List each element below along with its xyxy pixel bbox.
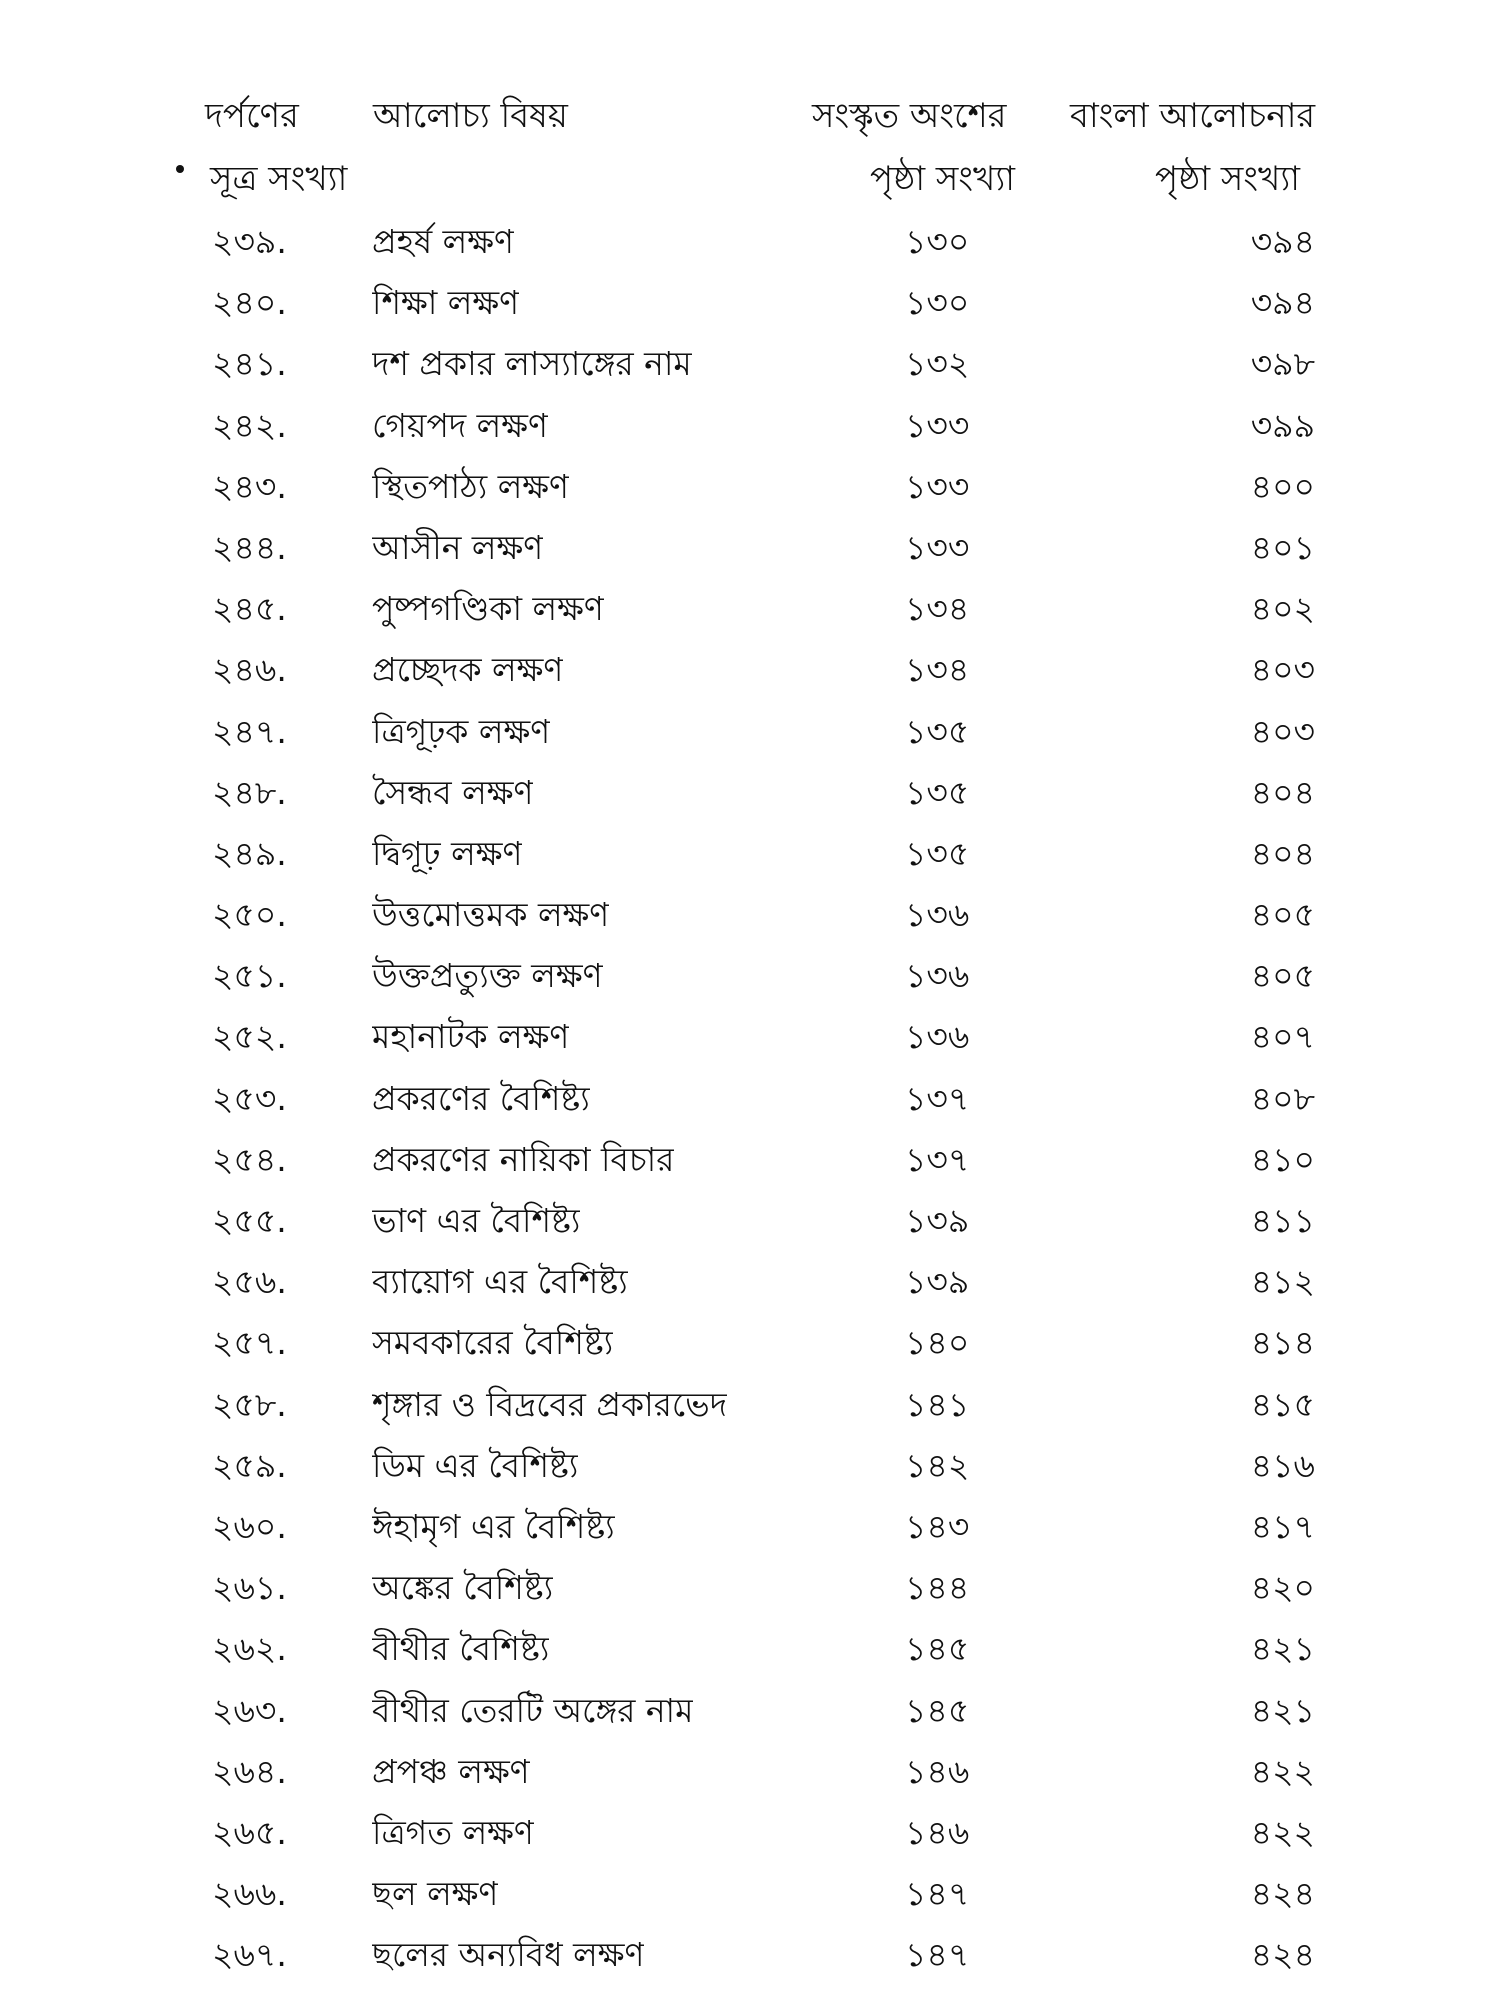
sanskrit-page-number: ১৩৩: [905, 527, 970, 567]
bangla-page-number: ৪০৫: [1250, 895, 1315, 935]
sutra-number: ২৬৩.: [212, 1690, 287, 1730]
sutra-number: ২৫০.: [212, 895, 287, 935]
topic-title: ছল লক্ষণ: [372, 1874, 499, 1914]
toc-row: [0, 1625, 1500, 1686]
sutra-number: ২৫৫.: [212, 1201, 287, 1240]
topic-title: ডিম এর বৈশিষ্ট্য: [372, 1445, 579, 1485]
bangla-page-number: ৩৯৯: [1250, 405, 1315, 445]
topic-title: শিক্ষা লক্ষণ: [372, 283, 520, 323]
bangla-page-number: ৪১১: [1250, 1201, 1315, 1240]
topic-title: বীথীর তেরটি অঙ্গের নাম: [372, 1690, 694, 1730]
sanskrit-page-number: ১৩২: [905, 344, 970, 384]
sanskrit-page-number: ১৪০: [905, 1323, 970, 1363]
sutra-number: ২৫২.: [212, 1017, 287, 1057]
bangla-page-number: ৪২২: [1250, 1812, 1315, 1852]
sanskrit-page-number: ১৩৫: [905, 833, 970, 873]
sanskrit-page-number: ১৩৫: [905, 772, 970, 812]
sutra-number: ২৫৩.: [212, 1078, 287, 1118]
bangla-page-number: ৪১৫: [1250, 1384, 1315, 1424]
toc-row: [0, 1809, 1500, 1870]
sutra-number: ২৪১.: [212, 344, 287, 384]
toc-row: [0, 1870, 1500, 1931]
bangla-page-number: ৪১০: [1250, 1139, 1315, 1179]
topic-title: অঙ্কের বৈশিষ্ট্য: [372, 1568, 554, 1608]
toc-row: [0, 1197, 1500, 1258]
sutra-number: ২৫৬.: [212, 1262, 287, 1302]
toc-row: [0, 646, 1500, 707]
header-topic: আলোচ্য বিষয়: [373, 96, 568, 136]
sutra-number: ২৫৮.: [212, 1384, 287, 1424]
bangla-page-number: ৪২১: [1250, 1629, 1315, 1669]
toc-row: [0, 1319, 1500, 1380]
topic-title: উত্তমোত্তমক লক্ষণ: [372, 895, 610, 935]
bangla-page-number: ৪০৩: [1250, 711, 1315, 751]
toc-rows: [0, 218, 1500, 1992]
toc-row: [0, 1136, 1500, 1197]
topic-title: শৃঙ্গার ও বিদ্রবের প্রকারভেদ: [372, 1384, 728, 1424]
bullet-mark: [176, 165, 184, 173]
header-sanskrit-line2: পৃষ্ঠা সংখ্যা: [870, 159, 1016, 199]
sutra-number: ২৬১.: [212, 1568, 287, 1608]
sanskrit-page-number: ১৪৫: [905, 1629, 970, 1669]
bangla-page-number: ৪০০: [1250, 466, 1315, 506]
sanskrit-page-number: ১৩৯: [905, 1262, 970, 1302]
toc-row: [0, 1075, 1500, 1136]
toc-row: [0, 340, 1500, 401]
header-bangla-line1: বাংলা আলোচনার: [1070, 96, 1316, 136]
sanskrit-page-number: ১৪৩: [905, 1506, 970, 1546]
toc-row: [0, 891, 1500, 952]
header-sutra-line1: দর্পণের: [205, 96, 299, 136]
topic-title: দশ প্রকার লাস্যাঙ্গের নাম: [372, 344, 692, 384]
sutra-number: ২৪৭.: [212, 711, 287, 751]
topic-title: ভাণ এর বৈশিষ্ট্য: [372, 1201, 581, 1240]
bangla-page-number: ৪০৭: [1250, 1017, 1315, 1057]
sanskrit-page-number: ১৩৭: [905, 1078, 970, 1118]
bangla-page-number: ৪০৪: [1250, 772, 1315, 812]
toc-row: [0, 952, 1500, 1013]
sanskrit-page-number: ১৩৬: [905, 1017, 970, 1057]
toc-row: [0, 708, 1500, 769]
toc-row: [0, 1931, 1500, 1992]
sanskrit-page-number: ১৩৪: [905, 589, 970, 629]
sanskrit-page-number: ১৩০: [905, 222, 970, 261]
bangla-page-number: ৪১৪: [1250, 1323, 1315, 1363]
sutra-number: ২৬৪.: [212, 1751, 287, 1791]
topic-title: প্রকরণের বৈশিষ্ট্য: [372, 1078, 590, 1118]
sutra-number: ২৪০.: [212, 283, 287, 323]
bangla-page-number: ৪১৭: [1250, 1506, 1315, 1546]
toc-row: [0, 1258, 1500, 1319]
topic-title: সৈন্ধব লক্ষণ: [372, 772, 534, 812]
bangla-page-number: ৪০১: [1250, 527, 1315, 567]
bangla-page-number: ৪০৫: [1250, 956, 1315, 996]
toc-row: [0, 524, 1500, 585]
sutra-number: ২৬৬.: [212, 1874, 287, 1914]
sanskrit-page-number: ১৩৭: [905, 1139, 970, 1179]
topic-title: প্রকরণের নায়িকা বিচার: [372, 1139, 675, 1179]
bangla-page-number: ৪২১: [1250, 1690, 1315, 1730]
sutra-number: ২৫৭.: [212, 1323, 287, 1363]
toc-row: [0, 218, 1500, 279]
topic-title: ছলের অন্যবিধ লক্ষণ: [372, 1935, 645, 1975]
topic-title: গেয়পদ লক্ষণ: [372, 405, 548, 445]
topic-title: ব্যায়োগ এর বৈশিষ্ট্য: [372, 1262, 628, 1302]
topic-title: ত্রিগূঢ়ক লক্ষণ: [372, 711, 551, 751]
sutra-number: ২৪৩.: [212, 466, 287, 506]
topic-title: মহানাটক লক্ষণ: [372, 1017, 570, 1057]
sanskrit-page-number: ১৩৩: [905, 405, 970, 445]
sutra-number: ২৪৫.: [212, 589, 287, 629]
bangla-page-number: ৩৯৪: [1250, 283, 1315, 323]
topic-title: বীথীর বৈশিষ্ট্য: [372, 1629, 550, 1669]
bangla-page-number: ৪২৪: [1250, 1935, 1315, 1975]
sutra-number: ২৪৮.: [212, 772, 287, 812]
topic-title: ত্রিগত লক্ষণ: [372, 1812, 534, 1852]
toc-row: [0, 1442, 1500, 1503]
bangla-page-number: ৪১৬: [1250, 1445, 1315, 1485]
sutra-number: ২৫৯.: [212, 1445, 287, 1485]
topic-title: দ্বিগূঢ় লক্ষণ: [372, 833, 523, 873]
toc-row: [0, 1564, 1500, 1625]
toc-row: [0, 585, 1500, 646]
sanskrit-page-number: ১৩৩: [905, 466, 970, 506]
toc-row: [0, 1748, 1500, 1809]
topic-title: পুষ্পগণ্ডিকা লক্ষণ: [372, 589, 604, 629]
sanskrit-page-number: ১৪৫: [905, 1690, 970, 1730]
header-bangla-line2: পৃষ্ঠা সংখ্যা: [1155, 159, 1301, 199]
topic-title: সমবকারের বৈশিষ্ট্য: [372, 1323, 614, 1363]
header-sanskrit-line1: সংস্কৃত অংশের: [812, 96, 1007, 136]
sutra-number: ২৬০.: [212, 1506, 287, 1546]
sutra-number: ২৪২.: [212, 405, 287, 445]
sanskrit-page-number: ১৪২: [905, 1445, 970, 1485]
sanskrit-page-number: ১৩৪: [905, 650, 970, 690]
toc-row: [0, 1687, 1500, 1748]
sutra-number: ২৬৫.: [212, 1812, 287, 1852]
bangla-page-number: ৪২০: [1250, 1568, 1315, 1608]
sutra-number: ২৫১.: [212, 956, 287, 996]
bangla-page-number: ৪০২: [1250, 589, 1315, 629]
topic-title: প্রহর্ষ লক্ষণ: [372, 222, 514, 261]
toc-row: [0, 463, 1500, 524]
bangla-page-number: ৪০৩: [1250, 650, 1315, 690]
sutra-number: ২৩৯.: [212, 222, 287, 261]
sanskrit-page-number: ১৩৯: [905, 1201, 970, 1240]
sutra-number: ২৪৯.: [212, 833, 287, 873]
header-sutra-line2: সূত্র সংখ্যা: [210, 159, 348, 199]
bangla-page-number: ৪০৮: [1250, 1078, 1315, 1118]
sanskrit-page-number: ১৪১: [905, 1384, 970, 1424]
sanskrit-page-number: ১৪৭: [905, 1874, 970, 1914]
sanskrit-page-number: ১৩৬: [905, 895, 970, 935]
topic-title: উক্তপ্রত্যুক্ত লক্ষণ: [372, 956, 603, 996]
bangla-page-number: ৩৯৮: [1250, 344, 1315, 384]
toc-row: [0, 1381, 1500, 1442]
bangla-page-number: ৪২৪: [1250, 1874, 1315, 1914]
sutra-number: ২৪৬.: [212, 650, 287, 690]
sanskrit-page-number: ১৩০: [905, 283, 970, 323]
topic-title: প্রচ্ছেদক লক্ষণ: [372, 650, 564, 690]
topic-title: আসীন লক্ষণ: [372, 527, 544, 567]
bangla-page-number: ৪০৪: [1250, 833, 1315, 873]
topic-title: ঈহামৃগ এর বৈশিষ্ট্য: [372, 1506, 615, 1546]
bangla-page-number: ৩৯৪: [1250, 222, 1315, 261]
sanskrit-page-number: ১৩৫: [905, 711, 970, 751]
sutra-number: ২৫৪.: [212, 1139, 287, 1179]
toc-row: [0, 769, 1500, 830]
sanskrit-page-number: ১৪৬: [905, 1751, 970, 1791]
sanskrit-page-number: ১৪৪: [905, 1568, 970, 1608]
sutra-number: ২৬২.: [212, 1629, 287, 1669]
sanskrit-page-number: ১৪৭: [905, 1935, 970, 1975]
toc-row: [0, 402, 1500, 463]
toc-row: [0, 830, 1500, 891]
toc-row: [0, 1503, 1500, 1564]
bangla-page-number: ৪২২: [1250, 1751, 1315, 1791]
bangla-page-number: ৪১২: [1250, 1262, 1315, 1302]
sanskrit-page-number: ১৪৬: [905, 1812, 970, 1852]
toc-row: [0, 279, 1500, 340]
topic-title: স্থিতপাঠ্য লক্ষণ: [372, 466, 569, 506]
topic-title: প্রপঞ্চ লক্ষণ: [372, 1751, 530, 1791]
toc-row: [0, 1013, 1500, 1074]
sutra-number: ২৪৪.: [212, 527, 287, 567]
sanskrit-page-number: ১৩৬: [905, 956, 970, 996]
sutra-number: ২৬৭.: [212, 1935, 287, 1975]
